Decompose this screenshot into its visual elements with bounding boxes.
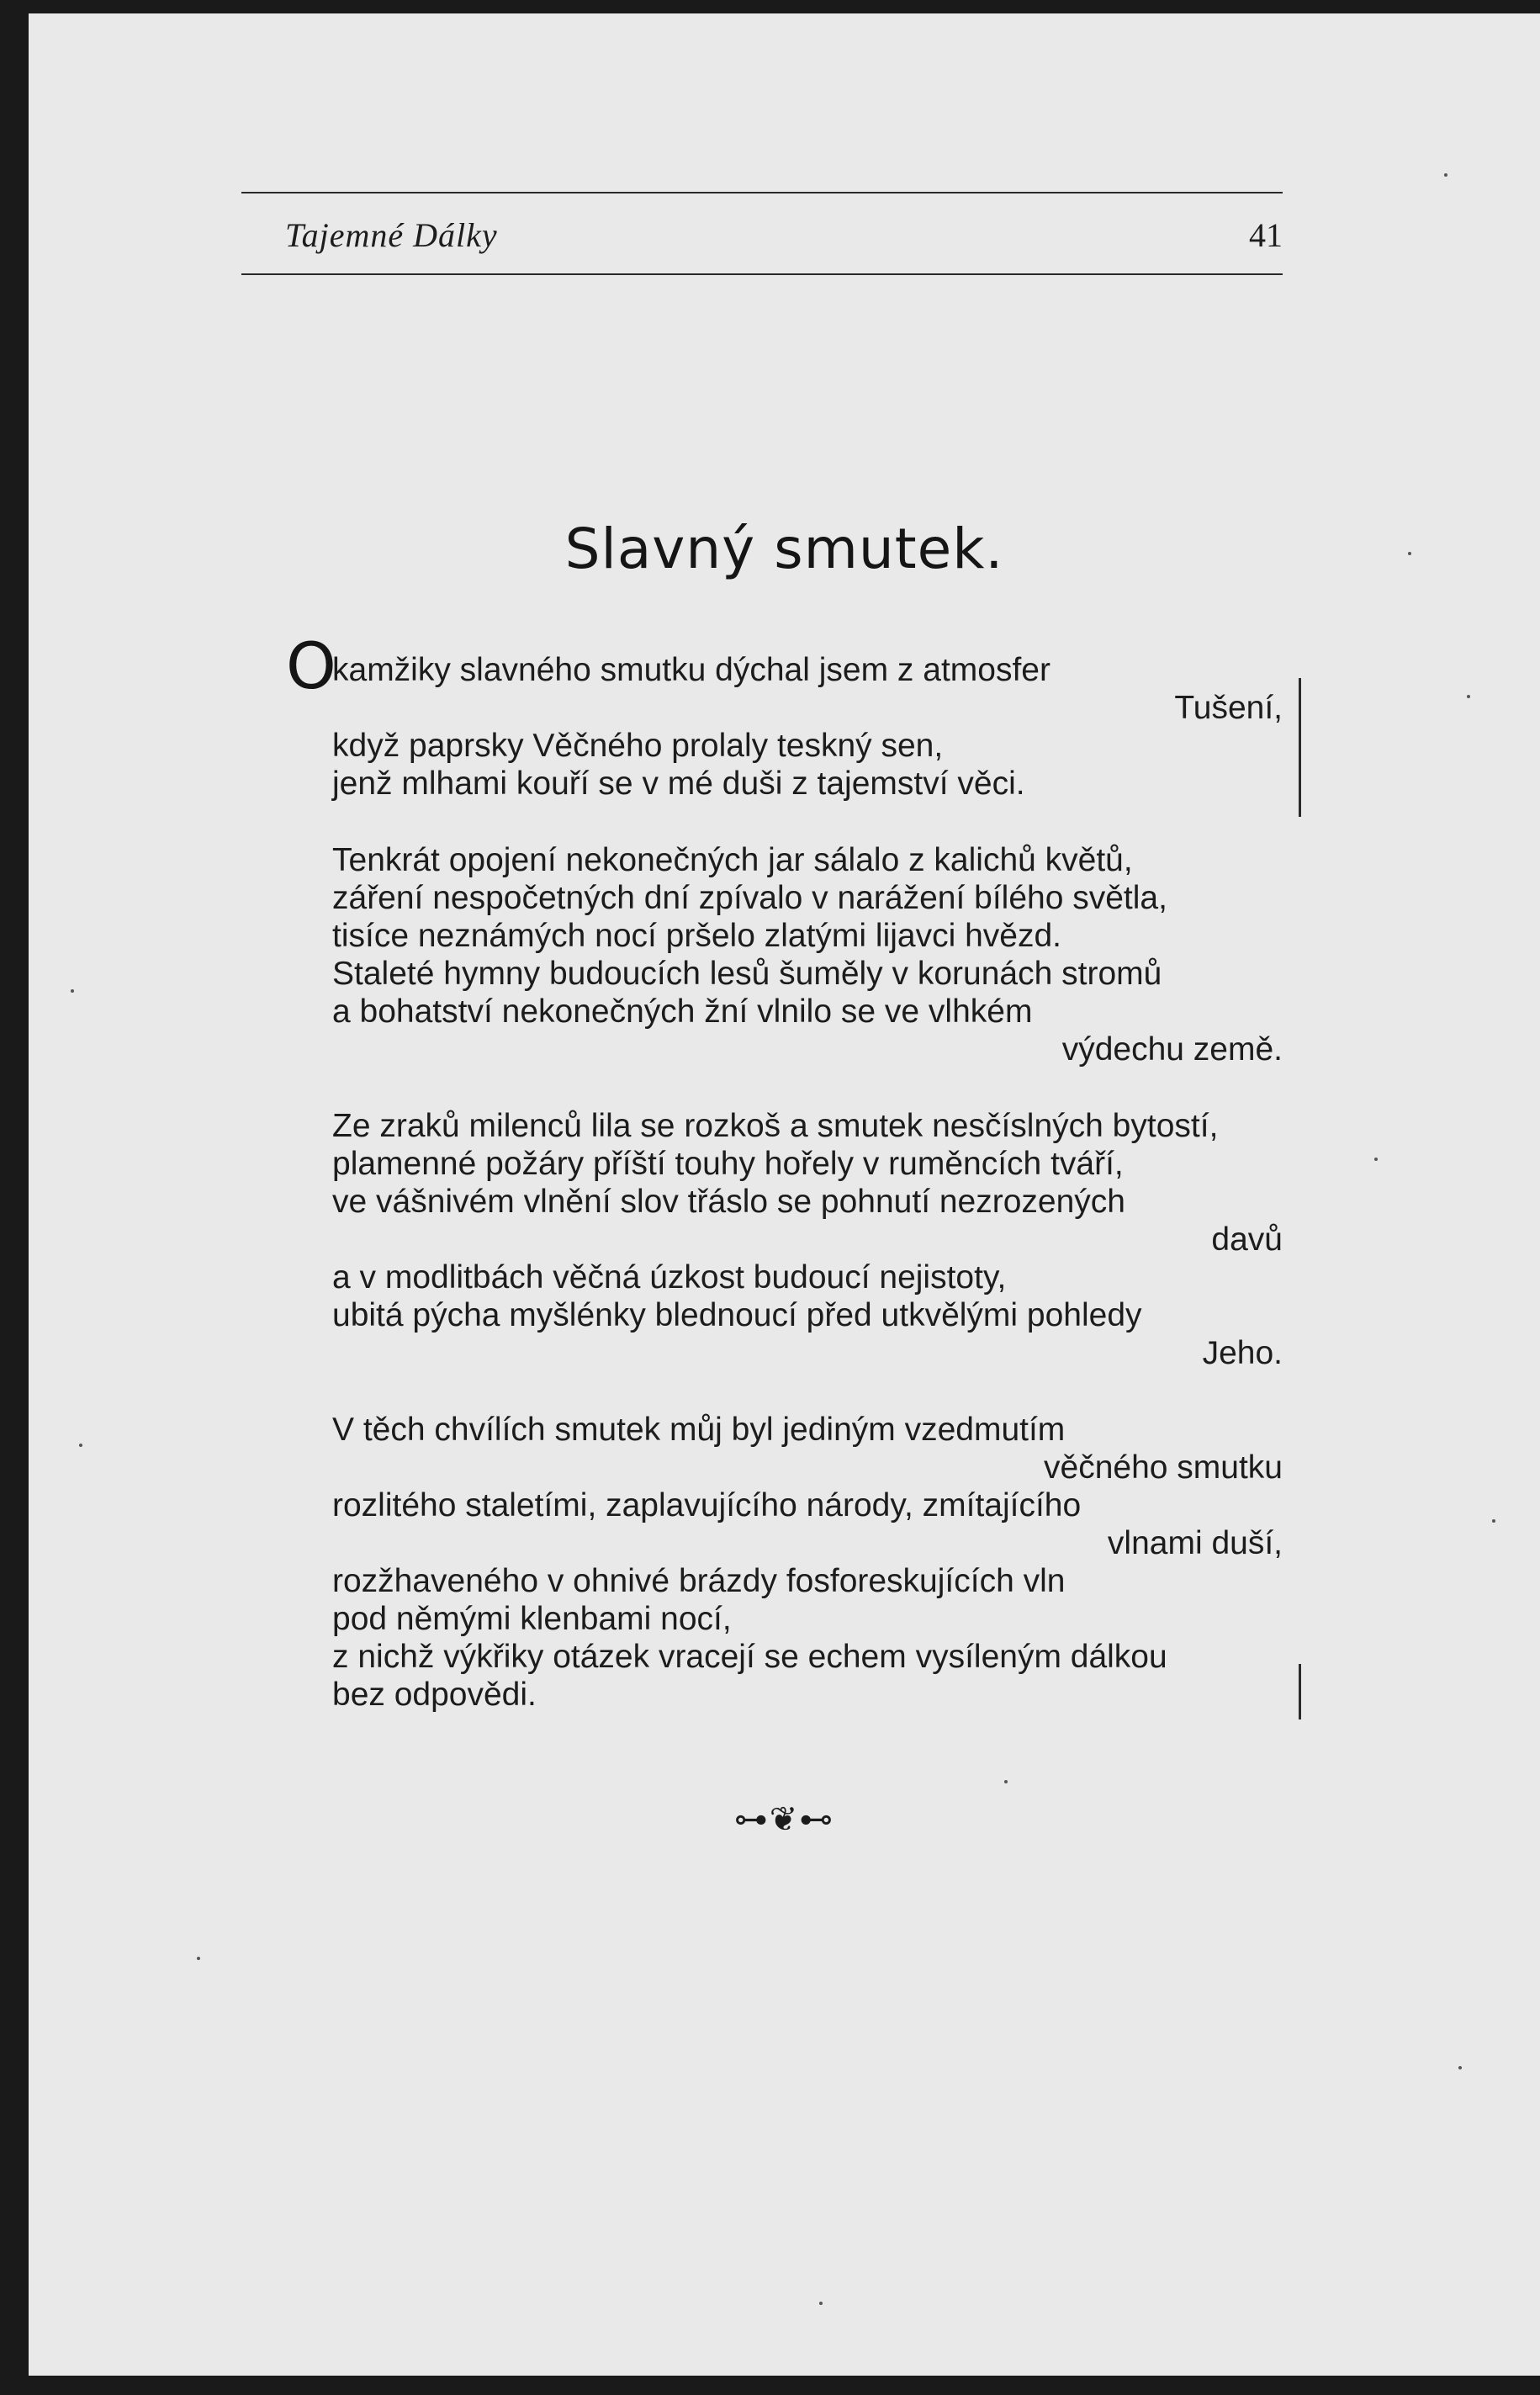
paper-speck bbox=[1444, 173, 1447, 177]
poem-line: z nichž výkřiky otázek vracejí se echem vysíleným dálkou bbox=[332, 1639, 1167, 1675]
poem-line: jenž mlhami kouří se v mé duši z tajemství věci. bbox=[332, 766, 1025, 802]
poem-line: věčného smutku bbox=[1044, 1449, 1283, 1486]
poem-line: Staleté hymny budoucích lesů šuměly v korunách stromů bbox=[332, 956, 1162, 992]
poem-line-text: kamžiky slavného smutku dýchal jsem z atmosfer bbox=[332, 652, 1050, 688]
poem-line: tisíce neznámých nocí pršelo zlatými lijavci hvězd. bbox=[332, 918, 1062, 954]
poem-line: rozžhaveného v ohnivé brázdy fosforeskujících vln bbox=[332, 1563, 1066, 1599]
paper-speck bbox=[79, 1444, 82, 1447]
paper-speck bbox=[1458, 2066, 1462, 2069]
poem-line bbox=[286, 628, 1283, 703]
margin-mark bbox=[1299, 678, 1301, 817]
poem-line: ve vášnivém vlnění slov třáslo se pohnutí nezrozených bbox=[332, 1184, 1125, 1220]
poem-title: Slavný smutek. bbox=[564, 517, 1004, 581]
poem-line: výdechu země. bbox=[1061, 1031, 1283, 1068]
header-rule-bottom bbox=[241, 273, 1283, 275]
stanza-1 bbox=[286, 628, 1283, 803]
poem-line: a v modlitbách věčná úzkost budoucí nejistoty, bbox=[332, 1259, 1007, 1296]
paper-speck bbox=[1374, 1158, 1378, 1161]
poem-line: Ze zraků milenců lila se rozkoš a smutek nesčíslných bytostí, bbox=[332, 1108, 1219, 1144]
paper-speck bbox=[197, 1957, 200, 1960]
margin-mark bbox=[1299, 1664, 1301, 1719]
poem-line: a bohatství nekonečných žní vlnilo se ve vlhkém bbox=[332, 994, 1033, 1030]
paper-speck bbox=[1004, 1780, 1008, 1783]
paper-speck bbox=[819, 2302, 823, 2305]
poem-line: davů bbox=[1211, 1221, 1283, 1258]
poem-line: záření nespočetných dní zpívalo v narážení bílého světla, bbox=[332, 880, 1167, 916]
book-page bbox=[29, 13, 1540, 2376]
drop-cap: O bbox=[286, 628, 336, 703]
poem-line: když paprsky Věčného prolaly teskný sen, bbox=[332, 728, 944, 764]
stanza-4 bbox=[332, 1411, 1283, 1714]
stanza-3 bbox=[332, 1107, 1283, 1372]
poem-line: pod němými klenbami nocí, bbox=[332, 1601, 732, 1637]
poem-line: ubitá pýcha myšlénky blednoucí před utkvělými pohledy bbox=[332, 1297, 1142, 1333]
running-title: Tajemné Dálky bbox=[285, 216, 498, 254]
poem-line: V těch chvílích smutek můj byl jediným vzedmutím bbox=[332, 1412, 1066, 1448]
paper-speck bbox=[1492, 1519, 1495, 1523]
page-number: 41 bbox=[1249, 216, 1283, 254]
ornament-flourish: ⊶❦⊷ bbox=[733, 1800, 835, 1839]
stanza-2 bbox=[332, 841, 1283, 1068]
header-rule-top bbox=[241, 192, 1283, 193]
poem-line: plamenné požáry příští touhy hořely v ruměncích tváří, bbox=[332, 1146, 1124, 1182]
poem-line: rozlitého staletími, zaplavujícího národy, zmítajícího bbox=[332, 1487, 1082, 1523]
poem-line: Tušení, bbox=[1174, 690, 1283, 726]
poem-line: Tenkrát opojení nekonečných jar sálalo z kalichů květů, bbox=[332, 842, 1133, 878]
paper-speck bbox=[1467, 695, 1470, 698]
poem-line: Jeho. bbox=[1202, 1335, 1283, 1371]
poem-line: vlnami duší, bbox=[1107, 1525, 1283, 1561]
poem-body bbox=[286, 628, 1283, 1752]
poem-line: bez odpovědi. bbox=[332, 1677, 537, 1713]
paper-speck bbox=[71, 989, 74, 993]
paper-speck bbox=[1408, 552, 1411, 555]
